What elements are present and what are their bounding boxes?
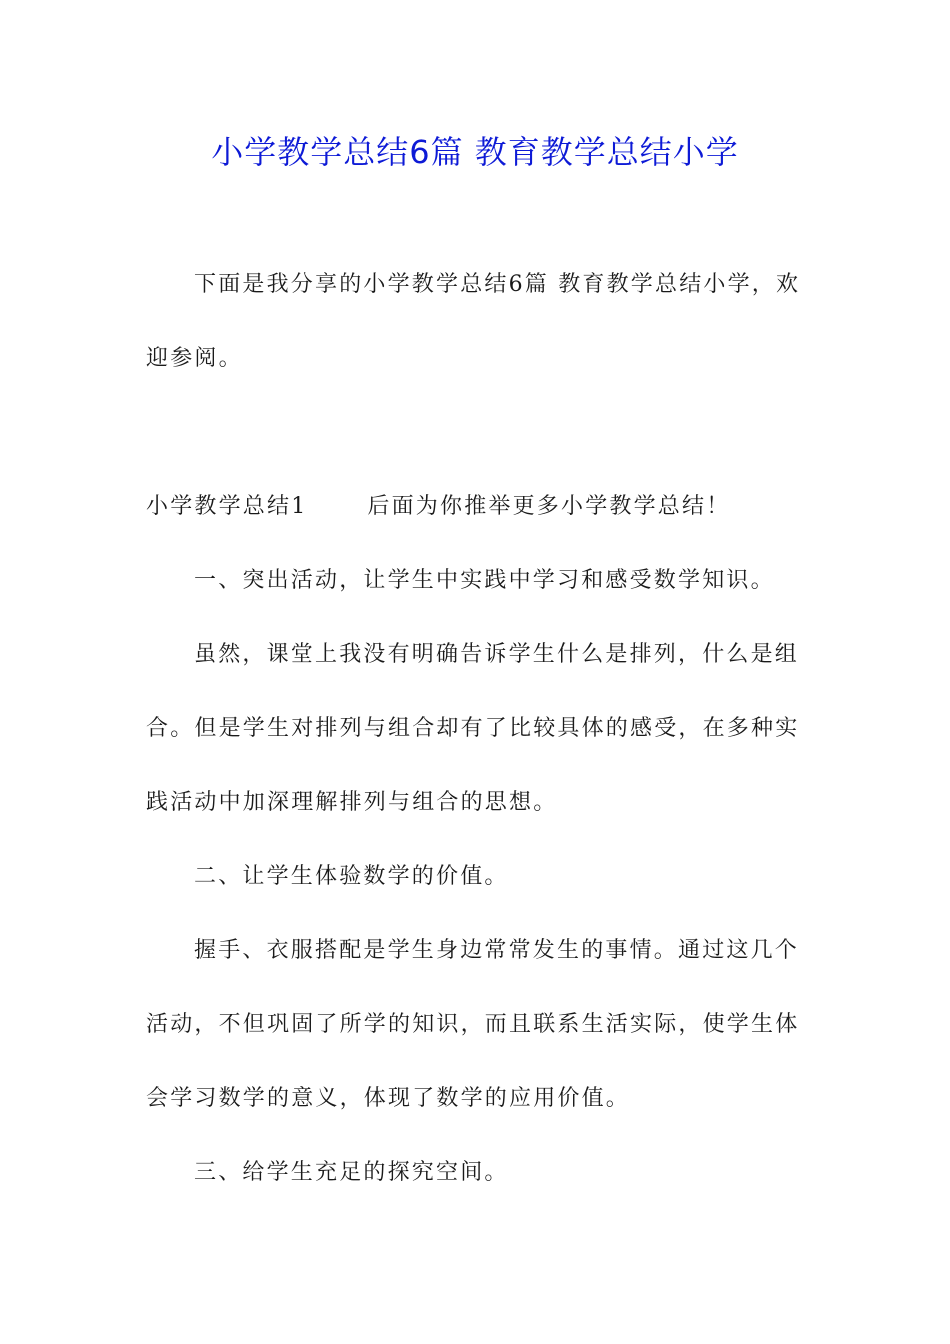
intro-paragraph: 下面是我分享的小学教学总结6篇 教育教学总结小学，欢迎参阅。 bbox=[146, 272, 801, 371]
blank-line bbox=[146, 396, 806, 470]
paragraph-2: 虽然，课堂上我没有明确告诉学生什么是排列，什么是组合。但是学生对排列与组合却有了比较具体的感受，在多种实践活动中加深理解排列与组合的思想。 bbox=[146, 642, 800, 815]
section-note: 后面为你推举更多小学教学总结！ bbox=[367, 494, 731, 519]
section-heading-line bbox=[146, 470, 806, 544]
paragraph-3: 二、让学生体验数学的价值。 bbox=[194, 864, 509, 889]
paragraph-4: 握手、衣服搭配是学生身边常常发生的事情。通过这几个活动，不但巩固了所学的知识，而且联系生活实际，使学生体会学习数学的意义，体现了数学的应用价值。 bbox=[146, 938, 800, 1111]
document-body bbox=[146, 248, 806, 1210]
paragraph-1: 一、突出活动，让学生中实践中学习和感受数学知识。 bbox=[194, 568, 775, 593]
paragraph-5: 三、给学生充足的探究空间。 bbox=[194, 1160, 509, 1185]
document-title: 小学教学总结6篇 教育教学总结小学 bbox=[211, 133, 739, 171]
section-heading: 小学教学总结1 bbox=[146, 494, 308, 519]
